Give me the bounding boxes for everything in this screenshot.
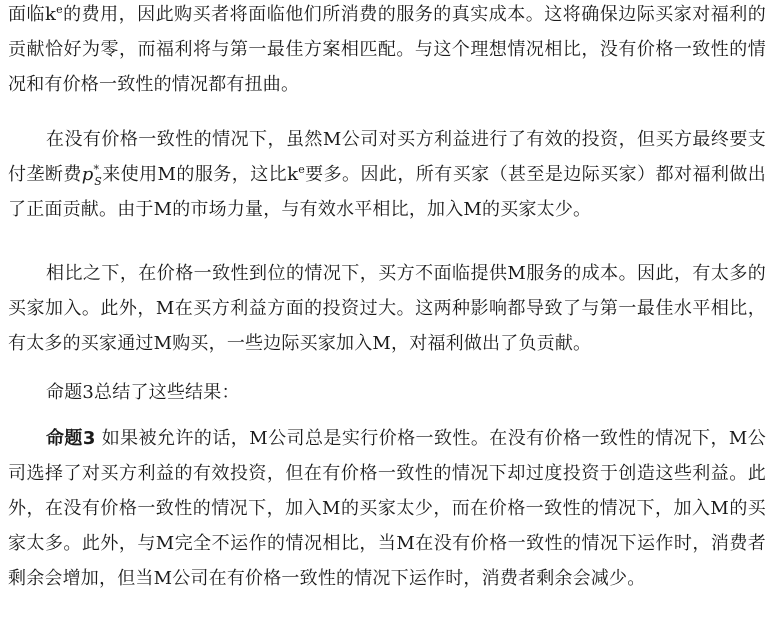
paragraph-4 bbox=[8, 375, 766, 410]
math-p: p bbox=[81, 164, 94, 185]
paragraph-4-text: 命题3总结了这些结果： bbox=[46, 382, 240, 403]
paragraph-1-text-a: 面临k bbox=[8, 4, 57, 25]
proposition-label: 命题3 bbox=[46, 428, 96, 449]
document-page bbox=[8, 0, 766, 630]
superscript-e: e bbox=[56, 3, 63, 16]
paragraph-2-text-c: 要多。因此，所有买家（甚至是边际买家）都对福利做出了正面贡献。由于M的市场力量，与有效水平相比，加入M的买家太少。 bbox=[8, 164, 766, 220]
math-sub-s: S bbox=[94, 174, 102, 188]
proposition-text: 如果被允许的话，M公司总是实行价格一致性。在没有价格一致性的情况下，M公司选择了对买方利益的有效投资，但在有价格一致性的情况下却过度投资于创造这些利益。此外，在没有价格一致性的情况下，加入M的买家太少，而在价格一致性的情况下，加入M的买家太多。此外，与M完全不运作的情况相比，当M在没有价格一致性的情况下运作时，消费者剩余会增加，但当M公司在有价格一致性的情况下运作时，消费者剩余会减少。 bbox=[8, 428, 766, 589]
paragraph-2 bbox=[8, 122, 766, 227]
math-sup-star: * bbox=[93, 163, 100, 176]
paragraph-1-text-b: 的费用，因此购买者将面临他们所消费的服务的真实成本。这将确保边际买家对福利的贡献恰好为零，而福利将与第一最佳方案相匹配。与这个理想情况相比，没有价格一致性的情况和有价格一致性的情况都有扭曲。 bbox=[8, 4, 766, 95]
paragraph-1 bbox=[8, 0, 766, 102]
superscript-e-2: e bbox=[298, 163, 305, 176]
paragraph-3-text: 相比之下，在价格一致性到位的情况下，买方不面临提供M服务的成本。因此，有太多的买家加入。此外，M在买方利益方面的投资过大。这两种影响都导致了与第一最佳水平相比，有太多的买家通过M购买，一些边际买家加入M，对福利做出了负贡献。 bbox=[8, 263, 766, 354]
math-monopoly-fee bbox=[81, 163, 102, 188]
paragraph-3 bbox=[8, 256, 766, 361]
paragraph-2-text-b: 来使用M的服务，这比k bbox=[101, 164, 299, 185]
proposition-3 bbox=[8, 421, 766, 596]
paragraph-2-text-a: 在没有价格一致性的情况下，虽然M公司对买方利益进行了有效的投资，但买方最终要支付垄断费 bbox=[8, 129, 766, 185]
